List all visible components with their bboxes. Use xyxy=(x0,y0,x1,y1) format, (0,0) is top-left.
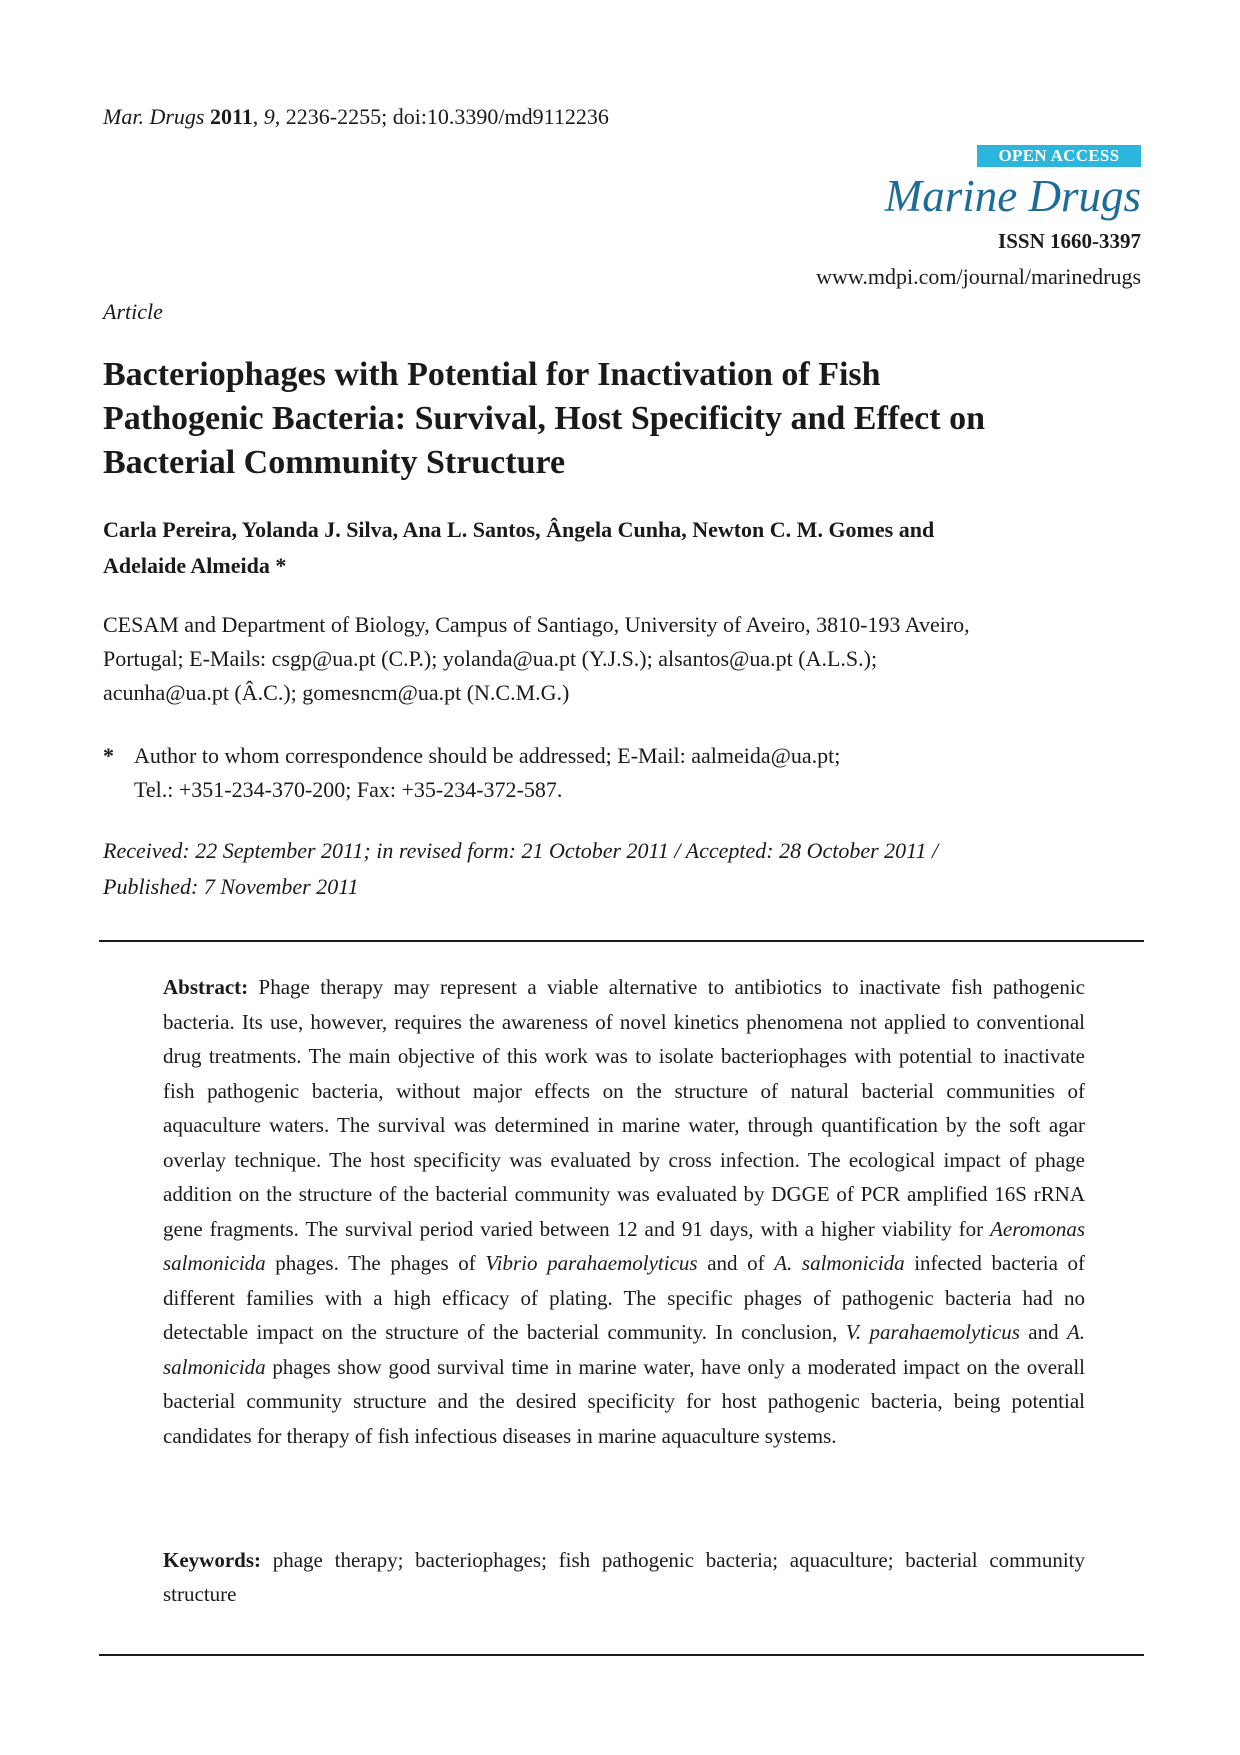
correspondence-line: Author to whom correspondence should be addressed; E-Mail: aalmeida@ua.pt; xyxy=(134,743,841,768)
journal-name: Marine Drugs xyxy=(884,171,1141,221)
keywords xyxy=(163,1543,1085,1611)
paper-title xyxy=(103,353,1143,485)
authors-line: Carla Pereira, Yolanda J. Silva, Ana L. Santos, Ângela Cunha, Newton C. M. Gomes and xyxy=(103,517,935,542)
species-name: A. salmonicida xyxy=(163,1320,1086,1379)
title-line: Bacterial Community Structure xyxy=(103,444,566,481)
open-access-badge: OPEN ACCESS xyxy=(977,145,1141,167)
citation-journal: Mar. Drugs xyxy=(103,104,205,129)
dates-line: Published: 7 November 2011 xyxy=(103,874,359,899)
issn: ISSN 1660-3397 xyxy=(998,229,1141,253)
abstract-text: phages. The phages of xyxy=(265,1251,486,1275)
correspondence-line: Tel.: +351-234-370-200; Fax: +35-234-372-587. xyxy=(134,777,563,802)
abstract-text: infected bacteria of different families with a high efficacy of plating. The specific phages of pathogenic bacteria had no detectable impact on the structure of the bacterial community. In conclusion, xyxy=(163,1251,1085,1344)
citation-year: 2011 xyxy=(209,104,253,129)
species-name: A. salmonicida xyxy=(774,1251,905,1275)
abstract xyxy=(163,970,1085,1453)
citation-line: Mar. Drugs 2011, 9, 2236-2255; doi:10.3390/md9112236 xyxy=(103,104,609,129)
abstract-label: Abstract: xyxy=(163,975,249,999)
keywords-label: Keywords: xyxy=(163,1548,261,1572)
species-name: Vibrio parahaemolyticus xyxy=(485,1251,698,1275)
affiliation-line: CESAM and Department of Biology, Campus of Santiago, University of Aveiro, 3810-193 Aveiro, xyxy=(103,612,970,637)
abstract-text: and of xyxy=(697,1251,775,1275)
journal-url: www.mdpi.com/journal/marinedrugs xyxy=(816,264,1141,289)
dates-line: Received: 22 September 2011; in revised form: 21 October 2011 / Accepted: 28 October 2011 / xyxy=(103,838,939,863)
citation-volume: 9 xyxy=(263,104,275,129)
correspondence-marker: * xyxy=(103,743,114,768)
abstract-text: Phage therapy may represent a viable alternative to antibiotics to inactivate fish pathogenic bacteria. Its use, however, requires the awareness of novel kinetics phenomena not applied to conventional drug treatments. The main objective of this work was to isolate bacteriophages with potential to inactivate fish pathogenic bacteria, without major effects on the structure of natural bacterial communities of aquaculture waters. The survival was determined in marine water, through quantification by the soft agar overlay technique. The host specificity was evaluated by cross infection. The ecological impact of phage addition on the structure of the bacterial community was evaluated by DGGE of PCR amplified 16S rRNA gene fragments. The survival period varied between 12 and 91 days, with a higher viability for xyxy=(163,975,1085,1241)
keywords-text: phage therapy; bacteriophages; fish pathogenic bacteria; aquaculture; bacterial community structure xyxy=(163,1548,1085,1606)
title-line: Pathogenic Bacteria: Survival, Host Specificity and Effect on xyxy=(103,400,986,437)
correspondence-note xyxy=(103,739,1143,807)
affiliation-line: acunha@ua.pt (Â.C.); gomesncm@ua.pt (N.C.M.G.) xyxy=(103,680,570,705)
abstract-text: phages show good survival time in marine water, have only a moderated impact on the overall bacterial community structure and the desired specificity for host pathogenic bacteria, being potential candidates for therapy of fish infectious diseases in marine aquaculture systems. xyxy=(163,1354,1085,1448)
citation-pages-doi: , 2236-2255; doi:10.3390/md9112236 xyxy=(274,104,609,129)
authors-line: Adelaide Almeida * xyxy=(103,553,287,578)
abstract-text: and xyxy=(1019,1320,1067,1344)
affiliation-line: Portugal; E-Mails: csgp@ua.pt (C.P.); yolanda@ua.pt (Y.J.S.); alsantos@ua.pt (A.L.S.); xyxy=(103,646,878,671)
top-divider xyxy=(99,940,1144,942)
species-name: Aeromonas salmonicida xyxy=(163,1216,1085,1275)
species-name: V. parahaemolyticus xyxy=(845,1320,1020,1344)
author-list xyxy=(103,512,1143,584)
bottom-divider xyxy=(99,1654,1144,1656)
article-type: Article xyxy=(103,299,163,324)
affiliation xyxy=(103,608,1148,710)
publication-dates xyxy=(103,833,1148,905)
title-line: Bacteriophages with Potential for Inactivation of Fish xyxy=(103,356,881,393)
